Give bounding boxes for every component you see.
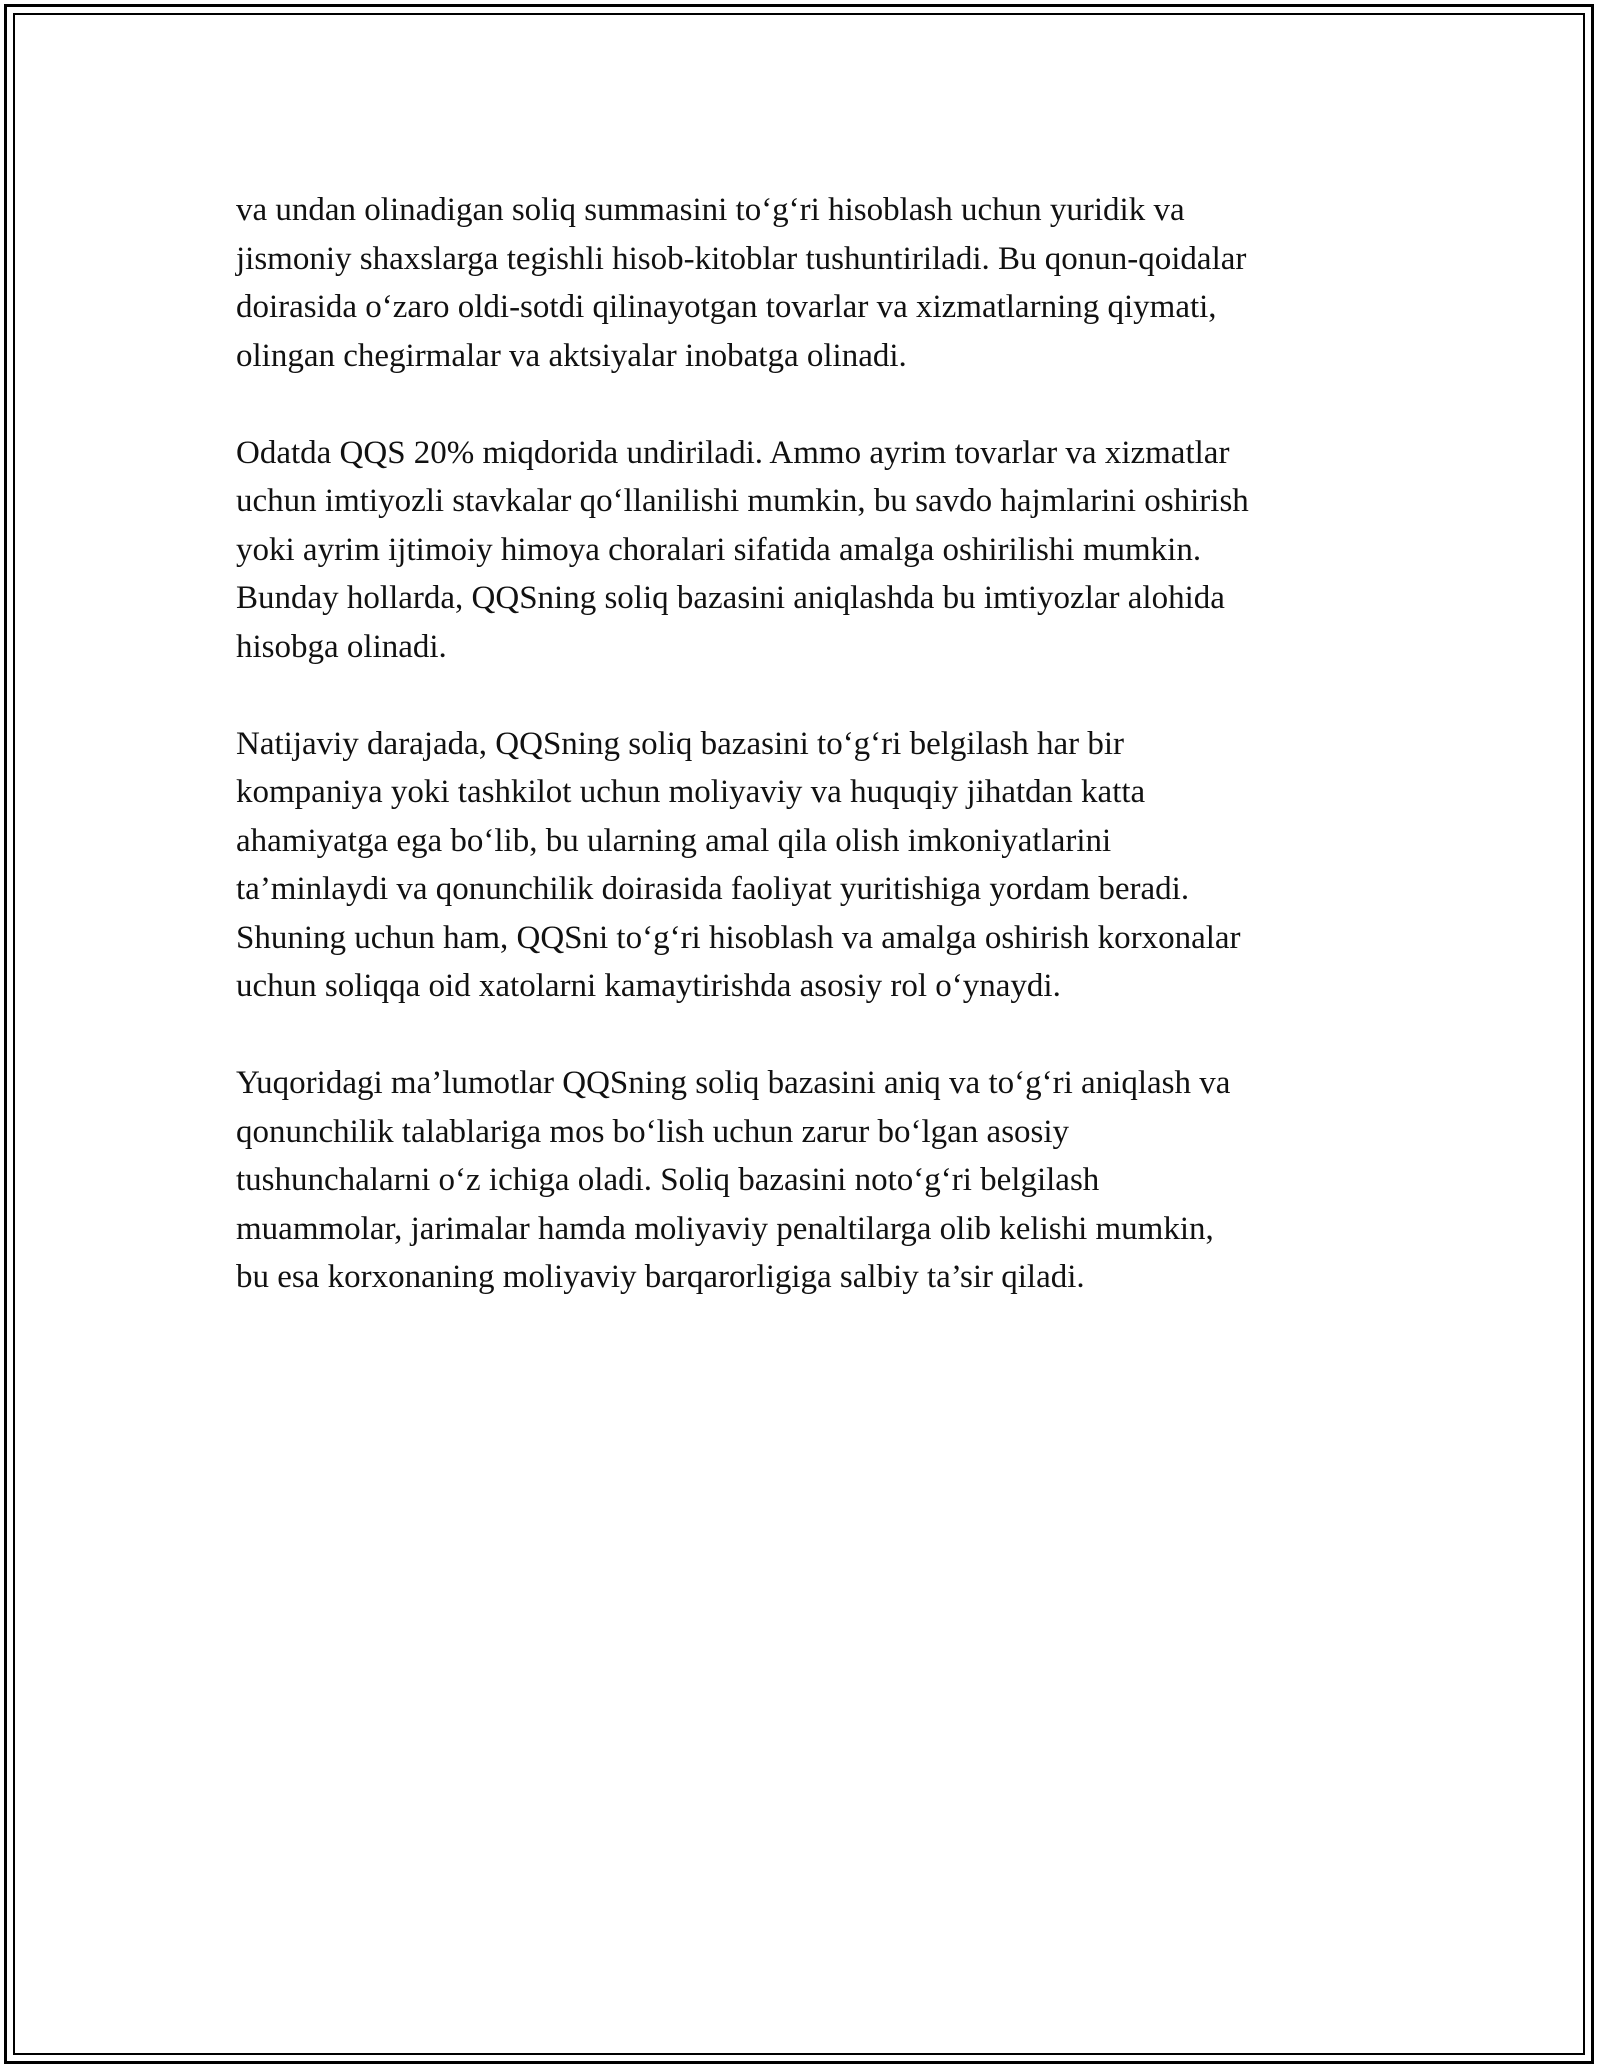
text-line: tushunchalarni o‘z ichiga oladi. Soliq bazasini noto‘g‘ri belgilash [236, 1162, 1100, 1198]
text-line: muammolar, jarimalar hamda moliyaviy penaltilarga olib kelishi mumkin, [236, 1210, 1214, 1247]
document-body [236, 186, 1366, 1350]
text-line: olingan chegirmalar va aktsiyalar inobatga olinadi. [236, 337, 907, 374]
paragraph-4 [236, 1059, 1366, 1302]
text-line: yoki ayrim ijtimoiy himoya choralari sifatida amalga oshirilishi mumkin. [236, 531, 1202, 568]
text-line: hisobga olinadi. [236, 628, 447, 665]
text-line: Yuqoridagi ma’lumotlar QQSning soliq bazasini aniq va to‘g‘ri aniqlash va [236, 1065, 1231, 1101]
text-line: Odatda QQS 20% miqdorida undiriladi. Ammo ayrim tovarlar va xizmatlar [236, 434, 1230, 471]
paragraph-3 [236, 720, 1366, 1011]
paragraph-1 [236, 186, 1366, 380]
paragraph-2 [236, 429, 1366, 672]
text-line: jismoniy shaxslarga tegishli hisob-kitoblar tushuntiriladi. Bu qonun-qoidalar [236, 240, 1247, 277]
text-line: ahamiyatga ega bo‘lib, bu ularning amal qila olish imkoniyatlarini [236, 822, 1112, 859]
text-line: qonunchilik talablariga mos bo‘lish uchun zarur bo‘lgan asosiy [236, 1113, 1070, 1150]
text-line: ta’minlaydi va qonunchilik doirasida faoliyat yuritishiga yordam beradi. [236, 871, 1190, 907]
text-line: Bunday hollarda, QQSning soliq bazasini aniqlashda bu imtiyozlar alohida [236, 580, 1225, 616]
text-line: uchun imtiyozli stavkalar qo‘llanilishi mumkin, bu savdo hajmlarini oshirish [236, 483, 1249, 519]
text-line: va undan olinadigan soliq summasini to‘g‘ri hisoblash uchun yuridik va [236, 192, 1185, 228]
text-line: bu esa korxonaning moliyaviy barqarorligiga salbiy ta’sir qiladi. [236, 1259, 1085, 1295]
text-line: Shuning uchun ham, QQSni to‘g‘ri hisoblash va amalga oshirish korxonalar [236, 919, 1241, 956]
text-line: uchun soliqqa oid xatolarni kamaytirishda asosiy rol o‘ynaydi. [236, 968, 1061, 1004]
text-line: Natijaviy darajada, QQSning soliq bazasini to‘g‘ri belgilash har bir [236, 725, 1125, 762]
text-line: doirasida o‘zaro oldi-sotdi qilinayotgan tovarlar va xizmatlarning qiymati, [236, 289, 1217, 325]
text-line: kompaniya yoki tashkilot uchun moliyaviy va huquqiy jihatdan katta [236, 774, 1146, 810]
